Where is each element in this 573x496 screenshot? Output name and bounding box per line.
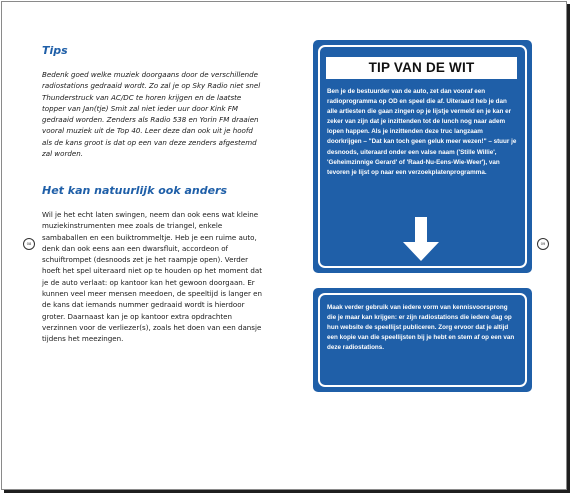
tip-sign-main-text: Ben je de bestuurder van de auto, zet dan vooraf een radioprogramma op OD en speel die af. Uiteraard heb je dan alle artiesten die gaan zingen op je lijstje vermeld en je kan er zeker van zijn dat je inzittenden tot de lunch nog naar adem lopen happen. Als je inzittenden deze truc langzaam doorkrijgen – "Dat kan toch geen geluk meer wezen!" – stuur je desnoods, uiteraard onder een valse naam ('Stille Willie', 'Geheimzinnige Gerard' of 'Raad-Nu-Eens-Wie-Weer'), van tevoren je lijst op naar een verzoekplatenprogramma. (327, 88, 517, 176)
tips-paragraph: Bedenk goed welke muziek doorgaans door de verschillende radiostations gedraaid wordt. Zo zal je op Sky Radio niet snel Thunderstruck van AC/DC te horen krijgen en de laatste topper van Jan(tje) Smit zal niet ieder uur door Kink FM gedraaid worden. Zenders als Radio 538 en Yorin FM draaien vooral muziek uit de Top 40. Leer deze dan ook uit je hoofd als de kans groot is dat op een van deze zenders afgestemd zal worden. (42, 70, 261, 159)
anders-heading: Het kan natuurlijk ook anders (42, 184, 228, 197)
tip-sign-small-text: Maak verder gebruik van iedere vorm van kennisvoorsprong die je maar kan krijgen: er zijn radiostations die iedere dag op hun website de speellijst publiceren. Zorg ervoor dat je altijd een kopie van die speellijsten bij je hebt en stem af op een van deze radiostations. (327, 304, 515, 352)
anders-paragraph: Wil je het echt laten swingen, neem dan ook eens wat kleine muziekinstrumenten mee zoals de triangel, enkele sambaballen en een buiktrommeltje. Heb je een ruime auto, denk dan ook eens aan een dwarsfluit, accordeon of schuiftrompet (desnoods zet je het raampje open). Verder hoeft het spel uiteraard niet op te houden op het moment dat je de auto verlaat: op kantoor kan het gewoon doorgaan. Er kunnen veel meer mensen meedoen, de speeltijd is langer en de kans dat iemands nummer gedraaid wordt is hierdoor groter. Daarnaast kan je op kantoor extra opdrachten verzinnen voor de verliezer(s), zoals het doen van een dansje tijdens het meezingen. (42, 210, 263, 344)
page-number-left: 08 (23, 238, 35, 250)
tips-heading: Tips (42, 44, 68, 57)
arrow-down-icon (401, 217, 441, 262)
page-number-right: 09 (537, 238, 549, 250)
tip-sign-title: TIP VAN DE WIT (326, 57, 517, 79)
